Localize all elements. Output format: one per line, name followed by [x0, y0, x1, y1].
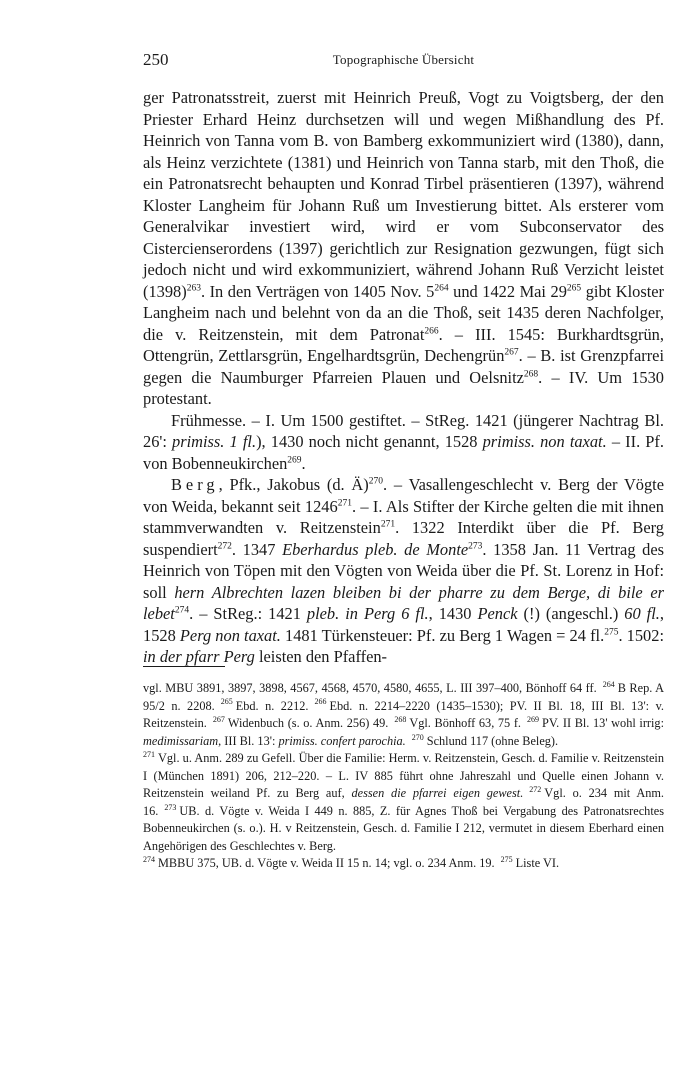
footnote-number: 270: [411, 732, 424, 742]
footnote-ref: 269: [287, 455, 302, 466]
footnote-ref: 268: [523, 369, 539, 380]
footnote-ref: 266: [424, 326, 439, 337]
footnote-ref: 270: [368, 476, 383, 487]
footnote-ref: 265: [566, 283, 582, 294]
footnote-block: vgl. MBU 3891, 3897, 3898, 4567, 4568, 4570, 4580, 4655, L. III 397–400, Bönhoff 64 ff. $^{264}$ B Rep. A 95/2 n. 2208. $^{265}$ Ebd. n. 2212. $^{266}$ Ebd. n. 2214–2220 (1435–1530); PV. II Bl. 18, III Bl. 13': v. Reitzenstein. $^{267}$ Widenbuch (s. o. Anm. 256) 49. $^{268}$ Vgl. Bönhoff 63, 75 f. $^{269}$ PV. II Bl. 13' wohl irrig: medimissariam, III Bl. 13': primiss. confert parochia. $^{270}$ Schlund 117 (ohne Beleg).: [143, 679, 665, 748]
footnote-separator: [143, 666, 225, 667]
footnote-ref: 274: [174, 605, 190, 616]
footnote-number: 268: [394, 715, 407, 724]
footnote-number: 265: [220, 697, 233, 707]
footnote-ref: 267: [504, 347, 519, 358]
running-title: Topographische Übersicht: [332, 52, 475, 67]
paragraph-fruehmesse: Frühmesse. – I. Um 1500 gestiftet. – StReg. 1421 (jüngerer Nachtrag Bl. 26': primiss. 1 fl.), 1430 noch nicht genannt, 1528 primiss. non taxat. – II. Pf. von Bobenneukirchen$^{269}$.: [143, 410, 664, 473]
footnote-ref: 271: [380, 519, 396, 530]
entry-heading: Berg: [171, 475, 219, 494]
page-header: [143, 50, 664, 72]
footnote-number: 275: [500, 855, 513, 865]
footnote-ref: 264: [434, 283, 449, 294]
paragraph-berg: Berg, Pfk., Jakobus (d. Ä)$^{270}$. – Vasallengeschlecht v. Berg der Vögte von Weida, bekannt seit 1246$^{271}$. – I. Als Stifter der Kirche gelten die mit ihnen stammverwandten v. Reitzenstein$^{271}$. 1322 Interdikt über die Pf. Berg suspendiert$^{272}$. 1347 Eberhardus pleb. de Monte$^{273}$. 1358 Jan. 11 Vertrag des Heinrich von Töpen mit den Vögten von Weida über die Pf. St. Lorenz in Hof: soll hern Albrechten lazen bleiben bi der pharre zu dem Berge, di bile er lebet$^{274}$. – StReg.: 1421 pleb. in Perg 6 fl., 1430 Penck (!) (angeschl.) 60 fl., 1528 Perg non taxat. 1481 Türkensteuer: Pf. zu Berg 1 Wagen = 24 fl.$^{275}$. 1502: in der pfarr Perg leisten den Pfaffen-: [143, 475, 665, 666]
footnote-ref: 271: [337, 498, 352, 509]
footnote-ref: 275: [604, 627, 619, 638]
footnote-number: 269: [527, 715, 540, 724]
footnote-ref: 272: [217, 541, 232, 552]
footnote-ref: 273: [468, 541, 483, 552]
page-number: 250: [143, 50, 169, 69]
footnote-block: $^{271}$ Vgl. u. Anm. 289 zu Gefell. Über die Familie: Herm. v. Reitzenstein, Gesch. d. Familie v. Reitzenstein I (München 1891) 206, 212–220. – L. IV 885 führt ohne Jahreszahl und Quelle einen Johann v. Reitzenstein weiland Pf. zu Berg auf, dessen die pfarrei eigen gewest. $^{272}$ Vgl. o. 234 mit Anm. 16. $^{273}$ UB. d. Vögte v. Weida I 449 n. 885, Z. für Agnes Thoß bei Vergabung des Patronatsrechtes Bobenneukirchen (s. o.). H. v Reitzenstein, Gesch. d. Familie I 212, vermutet in diesem Eberhard einen Angehörigen des Geschlechtes v. Berg.: [143, 750, 664, 853]
footnote-number: 271: [143, 750, 155, 760]
footnote-number: 274: [143, 855, 155, 865]
footnote-number: 272: [529, 785, 542, 795]
footnote-number: 273: [164, 802, 177, 812]
footnote-number: 267: [212, 715, 225, 724]
footnote-ref: 263: [186, 283, 201, 294]
footnote-number: 264: [602, 679, 615, 689]
main-text: [143, 87, 664, 668]
footnote-number: 266: [314, 697, 327, 707]
footnotes: [143, 680, 664, 873]
paragraph-patronatsstreit: ger Patronatsstreit, zuerst mit Heinrich Preuß, Vogt zu Voigtsberg, der den Priester Erhard Heinz durchsetzen will und wegen Mißhandlung des Pf. Heinrich von Tanna vom B. von Bamberg exkommuniziert wird (1380), dann, als Heinz verzichtete (1381) und Heinrich von Tanna starb, mit den Thoß, die ein Patronatsrecht behaupten und Konrad Tirbel präsentieren (1397), während Kloster Langheim für Johann Ruß um Investierung bittet. Als ersterer vom Generalvikar investiert wird, wird er vom Subconservator des Cistercienserordens (1397) gerichtlich zur Resignation gezwungen, fügt sich jedoch nicht und wird exkommuniziert, während Johann Ruß Verzicht leistet $(1398)^{263}$. In den Verträgen von 1405 Nov. $5^{264}$ und 1422 Mai $29^{265}$ gibt Kloster Langheim nach und belehnt von da an die Thoß, seit 1435 deren Nachfolger, die v. Reitzenstein, mit dem Patronat$^{266}$. – III. 1545: Burkhardtsgrün, Ottengrün, Zettlarsgrün, Engelhardtsgrün, Dechengrün$^{267}$. – B. ist Grenzpfarrei gegen die Naumburger Pfarreien Plauen und Oelsnitz$^{268}$. – IV. Um 1530 protestant.: [143, 88, 664, 408]
footnote-block: $^{274}$ MBBU 375, UB. d. Vögte v. Weida II 15 n. 14; vgl. o. 234 Anm. 19. $^{275}$ Liste VI.: [143, 855, 560, 871]
